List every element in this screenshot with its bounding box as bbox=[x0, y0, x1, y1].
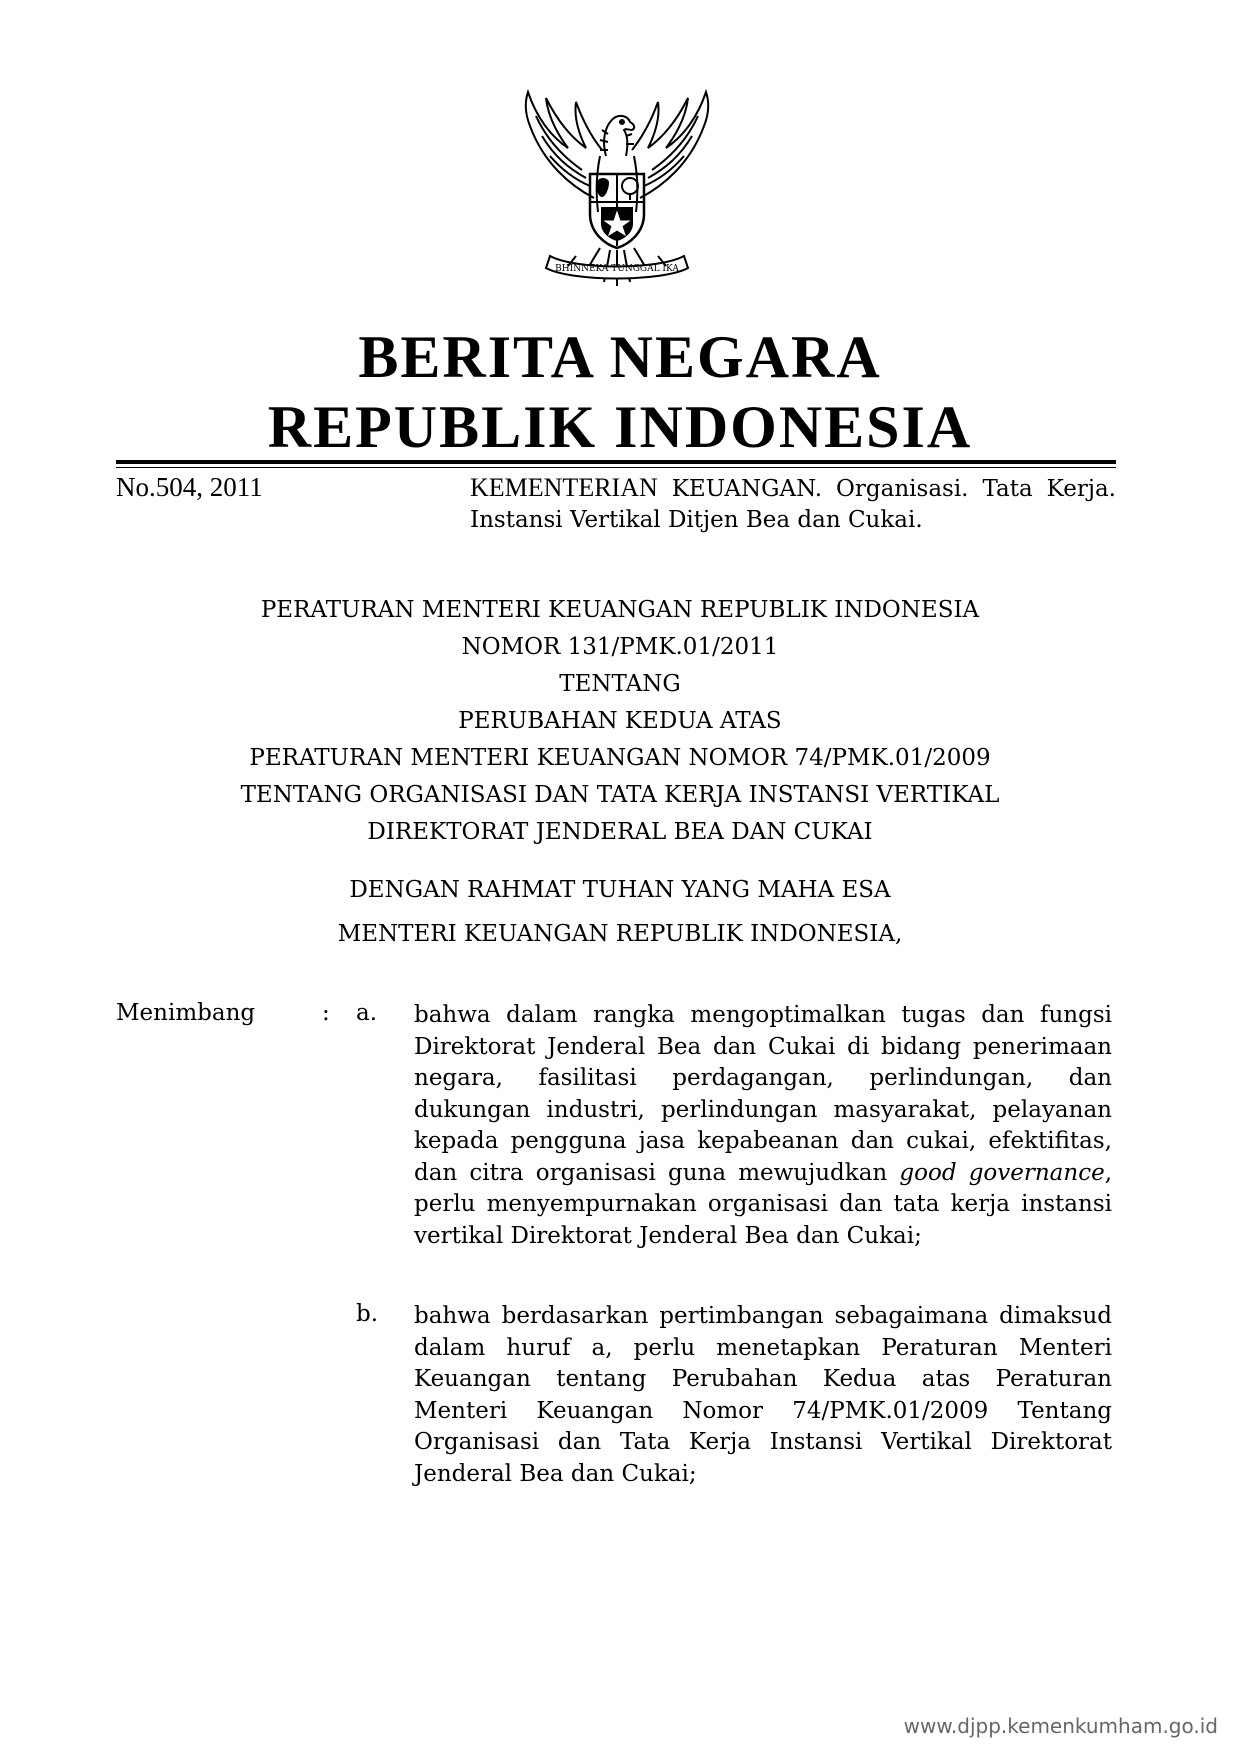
issue-subject-rest: KEUANGAN. Organisasi. Tata Kerja. Instansi Vertikal Ditjen Bea dan Cukai. bbox=[470, 476, 1116, 533]
considering-item-letter: b. bbox=[356, 1301, 379, 1327]
gazette-title-line1: BERITA NEGARA bbox=[358, 324, 882, 390]
regulation-heading-line: PERUBAHAN KEDUA ATAS bbox=[458, 708, 782, 734]
regulation-heading-line: PERATURAN MENTERI KEUANGAN NOMOR 74/PMK.01/2009 bbox=[249, 745, 991, 771]
preamble-line: MENTERI KEUANGAN REPUBLIK INDONESIA, bbox=[337, 921, 903, 947]
regulation-heading-line: DIREKTORAT JENDERAL BEA DAN CUKAI bbox=[367, 819, 873, 845]
item-a-italic: good governance bbox=[899, 1159, 1105, 1186]
svg-text:BHINNEKA TUNGGAL IKA: BHINNEKA TUNGGAL IKA bbox=[555, 264, 679, 274]
regulation-heading-line: TENTANG ORGANISASI DAN TATA KERJA INSTANSI VERTIKAL bbox=[240, 782, 1000, 808]
header-divider-thick bbox=[116, 460, 1116, 464]
considering-item-text: bahwa berdasarkan pertimbangan sebagaimana dimaksud dalam huruf a, perlu menetapkan Peraturan Menteri Keuangan tentang Perubahan Kedua atas Peraturan Menteri Keuangan Nomor 74/PMK.01/2009 Tentang Organisasi dan Tata Kerja Instansi Vertikal Direktorat Jenderal Bea dan Cukai; bbox=[414, 1303, 1112, 1487]
preamble-line: DENGAN RAHMAT TUHAN YANG MAHA ESA bbox=[349, 877, 891, 903]
considering-item-letter: a. bbox=[356, 1000, 378, 1026]
footer-watermark-url: www.djpp.kemenkumham.go.id bbox=[903, 1714, 1218, 1738]
preamble bbox=[0, 872, 1240, 960]
garuda-pancasila-emblem-icon bbox=[516, 86, 718, 296]
issue-subject-ministry: KEMENTERIAN bbox=[470, 473, 658, 502]
item-a-text-part2: , perlu menyempurnakan organisasi dan tata kerja instansi vertikal Direktorat Jenderal Bea dan Cukai; bbox=[414, 1159, 1113, 1249]
issue-subject bbox=[470, 472, 1116, 536]
considering-colon: : bbox=[322, 1000, 330, 1026]
header-divider-thin bbox=[116, 467, 1116, 468]
considering-item-text bbox=[414, 1000, 1112, 1252]
regulation-heading-line: NOMOR 131/PMK.01/2011 bbox=[461, 634, 779, 660]
considering-label: Menimbang bbox=[116, 1000, 256, 1026]
item-a-text-part1: bahwa dalam rangka mengoptimalkan tugas dan fungsi Direktorat Jenderal Bea dan Cukai di bidang penerimaan negara, fasilitasi perdagangan, perlindungan, dan dukungan industri, perlindungan masyarakat, pelayanan kepada pengguna jasa kepabeanan dan cukai, efektifitas, dan citra organisasi guna mewujudkan bbox=[414, 1002, 1112, 1186]
regulation-heading-line: TENTANG bbox=[559, 671, 681, 697]
gazette-title-line2: REPUBLIK INDONESIA bbox=[267, 394, 973, 460]
regulation-heading-line: PERATURAN MENTERI KEUANGAN REPUBLIK INDONESIA bbox=[260, 597, 980, 623]
regulation-heading bbox=[0, 592, 1240, 851]
issue-number: No.504, 2011 bbox=[116, 472, 263, 502]
